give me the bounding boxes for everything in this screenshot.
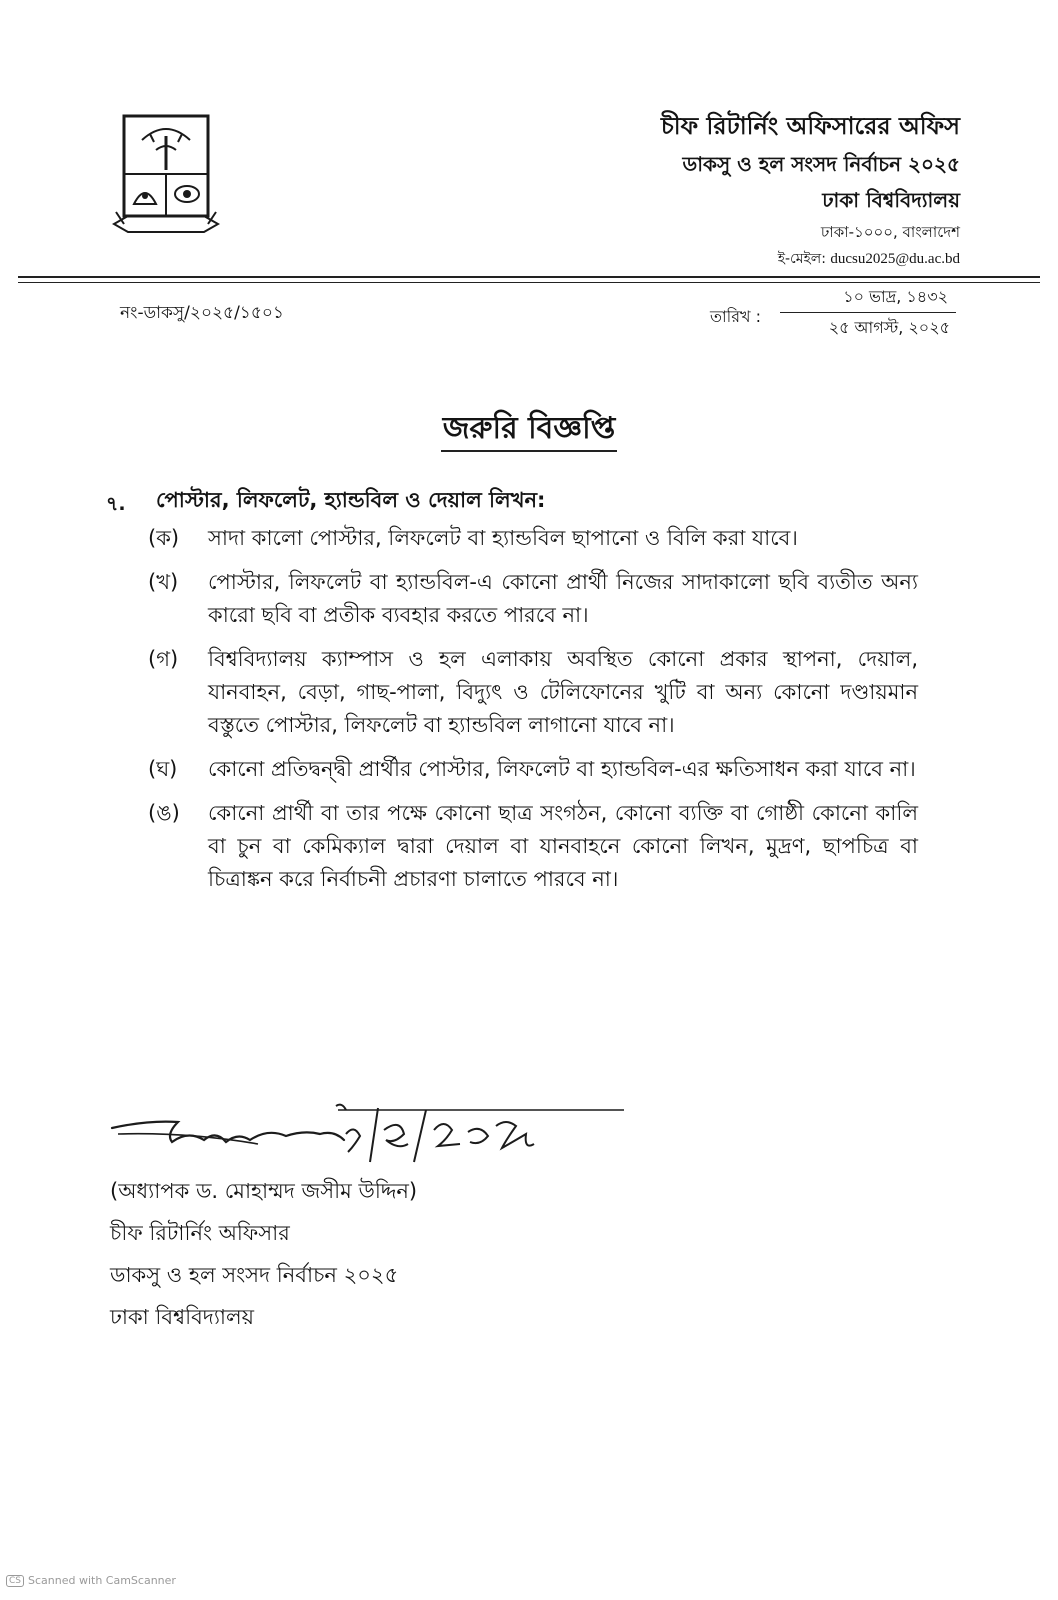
date-label: তারিখ : bbox=[710, 307, 762, 326]
item-text: বিশ্ববিদ্যালয় ক্যাম্পাস ও হল এলাকায় অবস্থিত কোনো প্রকার স্থাপনা, দেয়াল, যানবাহন, বেড়া, গাছ-পালা, বিদ্যুৎ ও টেলিফোনের খুটি বা অন্য কোনো দণ্ডায়মান বস্তুতে পোস্টার, লিফলেট বা হ্যান্ডবিল লাগানো যাবে না। bbox=[208, 647, 918, 737]
date-divider bbox=[780, 312, 956, 313]
item-label: (খ) bbox=[148, 570, 179, 594]
item-label: (গ) bbox=[148, 647, 179, 671]
list-item bbox=[148, 566, 918, 632]
office-address: ঢাকা-১০০০, বাংলাদেশ bbox=[820, 223, 960, 241]
watermark-text: Scanned with CamScanner bbox=[28, 1574, 176, 1587]
rules-list bbox=[148, 522, 918, 907]
item-text: সাদা কালো পোস্টার, লিফলেট বা হ্যান্ডবিল ছাপানো ও বিলি করা যাবে। bbox=[208, 526, 798, 550]
university-logo bbox=[112, 112, 220, 240]
item-text: কোনো প্রার্থী বা তার পক্ষে কোনো ছাত্র সংগঠন, কোনো ব্যক্তি বা গোষ্ঠী কোনো কালি বা চুন বা কেমিক্যাল দ্বারা দেয়াল বা যানবাহনে কোনো লিখন, মুদ্রণ, ছাপচিত্র বা চিত্রাঙ্কন করে নির্বাচনী প্রচারণা চালাতে পারবে না। bbox=[208, 801, 918, 891]
signatory-university: ঢাকা বিশ্ববিদ্যালয় bbox=[110, 1305, 255, 1329]
office-name: চীফ রিটার্নিং অফিসারের অফিস bbox=[660, 112, 960, 140]
list-item bbox=[148, 797, 918, 896]
header-divider-thin bbox=[18, 282, 1040, 283]
scanner-watermark bbox=[6, 1574, 176, 1587]
signatory-name: (অধ্যাপক ড. মোহাম্মদ জসীম উদ্দিন) bbox=[110, 1179, 418, 1203]
university-name: ঢাকা বিশ্ববিদ্যালয় bbox=[822, 188, 960, 212]
camscanner-icon: CS bbox=[6, 1575, 24, 1587]
date-block bbox=[780, 285, 956, 340]
email-address: ducsu2025@du.ac.bd bbox=[830, 251, 960, 267]
signatory-block bbox=[110, 1170, 417, 1338]
date-english: ২৫ আগস্ট, ২০২৫ bbox=[828, 318, 950, 337]
office-header bbox=[661, 106, 960, 272]
item-label: (ক) bbox=[148, 526, 180, 550]
signatory-election: ডাকসু ও হল সংসদ নির্বাচন ২০২৫ bbox=[110, 1263, 399, 1287]
memo-reference: নং-ডাকসু/২০২৫/১৫০১ bbox=[120, 303, 284, 323]
list-item bbox=[148, 753, 918, 786]
list-item bbox=[148, 643, 918, 742]
item-text: পোস্টার, লিফলেট বা হ্যান্ডবিল-এ কোনো প্রার্থী নিজের সাদাকালো ছবি ব্যতীত অন্য কারো ছবি বা প্রতীক ব্যবহার করতে পারবে না। bbox=[208, 570, 918, 627]
email-label: ই-মেইল: bbox=[777, 251, 826, 267]
election-name: ডাকসু ও হল সংসদ নির্বাচন ২০২৫ bbox=[682, 152, 960, 176]
item-text: কোনো প্রতিদ্বন্দ্বী প্রার্থীর পোস্টার, লিফলেট বা হ্যান্ডবিল-এর ক্ষতিসাধন করা যাবে না। bbox=[208, 757, 916, 781]
handwritten-signature bbox=[108, 1100, 638, 1172]
notice-title: জরুরি বিজ্ঞপ্তি bbox=[441, 411, 618, 452]
email-line bbox=[661, 246, 960, 272]
header-divider-thick bbox=[18, 276, 1040, 278]
notice-title-wrap bbox=[0, 404, 1058, 455]
item-label: (ঙ) bbox=[148, 801, 180, 825]
item-label: (ঘ) bbox=[148, 757, 178, 781]
date-bangla: ১০ ভাদ্র, ১৪৩২ bbox=[843, 287, 948, 306]
list-item bbox=[148, 522, 918, 555]
section-number: ৭. bbox=[106, 493, 126, 515]
signatory-designation: চীফ রিটার্নিং অফিসার bbox=[110, 1221, 290, 1245]
section-heading: পোস্টার, লিফলেট, হ্যান্ডবিল ও দেয়াল লিখন: bbox=[156, 488, 546, 512]
